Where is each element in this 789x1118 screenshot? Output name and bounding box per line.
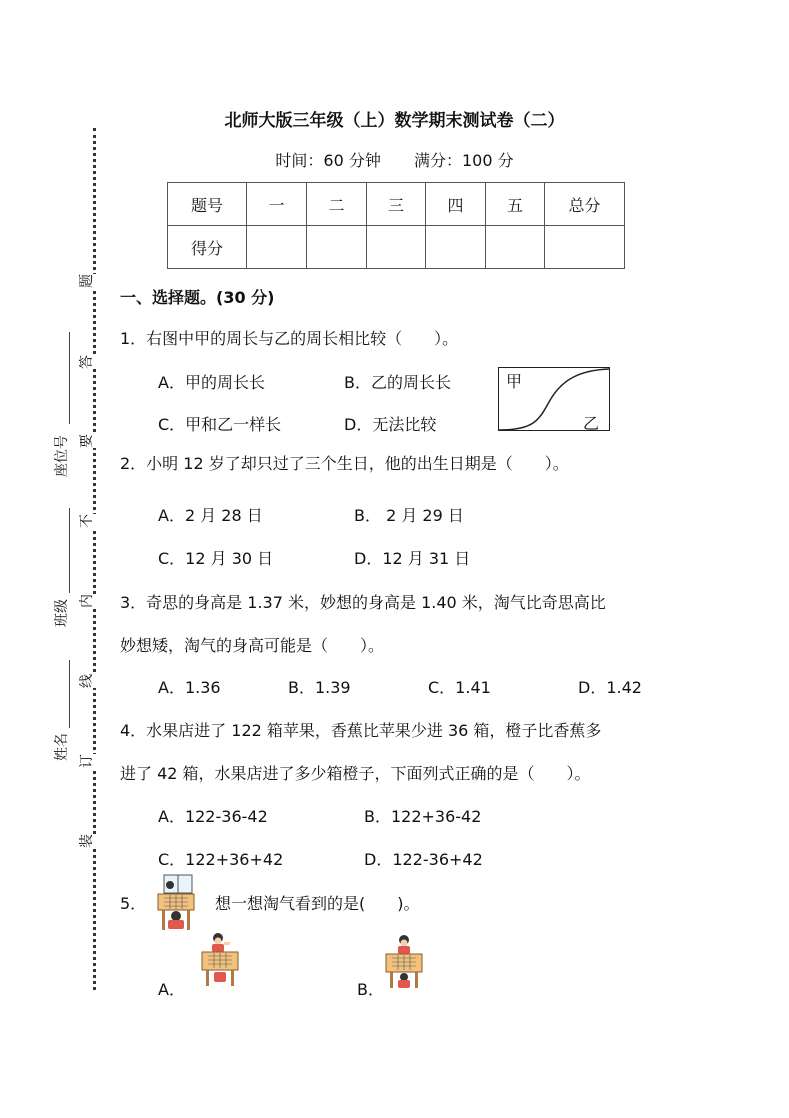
name-label: 姓名 <box>54 733 70 761</box>
seal-char: 要 <box>79 434 95 448</box>
seal-char: 答 <box>79 355 95 369</box>
score-header-cell: 四 <box>426 183 486 226</box>
seat-number-input-line[interactable] <box>69 332 70 424</box>
seal-char: 题 <box>79 274 95 288</box>
score-cell[interactable] <box>307 226 367 269</box>
figure-label-yi: 乙 <box>583 414 600 433</box>
question-3-option-c[interactable]: C．1.41 <box>428 678 491 697</box>
exam-meta <box>0 148 789 171</box>
question-2-option-d[interactable]: D．12 月 31 日 <box>354 549 471 568</box>
question-1-stem: 1．右图中甲的周长与乙的周长相比较（ ）。 <box>120 329 459 348</box>
seal-char: 线 <box>79 674 95 688</box>
option-b-picture[interactable] <box>384 932 424 990</box>
page-title: 北师大版三年级（上）数学期末测试卷（二） <box>224 111 565 131</box>
score-header-cell: 三 <box>367 183 426 226</box>
question-3-option-a[interactable]: A．1.36 <box>158 678 221 697</box>
question-4-option-a[interactable]: A．122-36-42 <box>158 807 268 826</box>
score-cell[interactable] <box>545 226 625 269</box>
question-3-option-d[interactable]: D．1.42 <box>578 678 642 697</box>
score-cell[interactable] <box>367 226 426 269</box>
score-cell[interactable] <box>247 226 307 269</box>
children-at-window-picture <box>156 874 196 932</box>
question-1-option-c[interactable]: C．甲和乙一样长 <box>158 415 282 434</box>
exam-full-score: 满分：100 分 <box>413 151 514 170</box>
exam-time: 时间：60 分钟 <box>275 151 381 170</box>
seat-number-label: 座位号 <box>54 435 70 477</box>
score-header-cell: 题号 <box>168 183 247 226</box>
question-3-stem-line2: 妙想矮，淘气的身高可能是（ ）。 <box>120 636 385 655</box>
question-1-option-d[interactable]: D．无法比较 <box>344 415 437 434</box>
question-4-stem-line2: 进了 42 箱，水果店进了多少箱橙子，下面列式正确的是（ ）。 <box>120 764 591 783</box>
seal-char: 不 <box>79 514 95 528</box>
figure-label-jia: 甲 <box>506 372 523 391</box>
score-table <box>167 182 625 269</box>
score-cell[interactable] <box>426 226 486 269</box>
question-3-stem-line1: 3．奇思的身高是 1.37 米，妙想的身高是 1.40 米，淘气比奇思高比 <box>120 593 606 612</box>
question-4-option-c[interactable]: C．122+36+42 <box>158 850 284 869</box>
question-2-stem: 2．小明 12 岁了却只过了三个生日，他的出生日期是（ ）。 <box>120 454 569 473</box>
score-header-cell: 二 <box>307 183 367 226</box>
question-5-option-b[interactable]: B． <box>357 980 384 999</box>
score-table-score-row <box>168 226 625 269</box>
question-4-option-b[interactable]: B．122+36-42 <box>364 807 482 826</box>
question-5-stem: 想一想淘气看到的是( )。 <box>215 894 420 913</box>
score-row-label: 得分 <box>168 226 247 269</box>
binding-dotted-line <box>93 128 96 990</box>
section-title: 一、选择题。(30 分) <box>120 288 275 307</box>
class-label: 班级 <box>54 599 70 627</box>
question-5-option-a[interactable]: A． <box>158 980 185 999</box>
question-4-option-d[interactable]: D．122-36+42 <box>364 850 483 869</box>
option-a-picture[interactable] <box>200 930 240 988</box>
name-input-line[interactable] <box>69 660 70 728</box>
class-input-line[interactable] <box>69 508 70 593</box>
perimeter-figure <box>498 367 610 431</box>
question-2-option-a[interactable]: A．2 月 28 日 <box>158 506 263 525</box>
question-1-option-a[interactable]: A．甲的周长长 <box>158 373 265 392</box>
question-2-option-b[interactable]: B． 2 月 29 日 <box>354 506 464 525</box>
seal-char: 订 <box>79 754 95 768</box>
question-4-stem-line1: 4．水果店进了 122 箱苹果，香蕉比苹果少进 36 箱，橙子比香蕉多 <box>120 721 602 740</box>
question-5-number: 5． <box>120 894 147 913</box>
score-header-cell: 五 <box>486 183 545 226</box>
question-1-option-b[interactable]: B．乙的周长长 <box>344 373 451 392</box>
score-cell[interactable] <box>486 226 545 269</box>
question-3-option-b[interactable]: B．1.39 <box>288 678 351 697</box>
score-table-header-row <box>168 183 625 226</box>
seal-char: 内 <box>79 594 95 608</box>
seal-char: 装 <box>79 834 95 848</box>
question-2-option-c[interactable]: C．12 月 30 日 <box>158 549 274 568</box>
score-header-cell: 一 <box>247 183 307 226</box>
score-header-cell: 总分 <box>545 183 625 226</box>
